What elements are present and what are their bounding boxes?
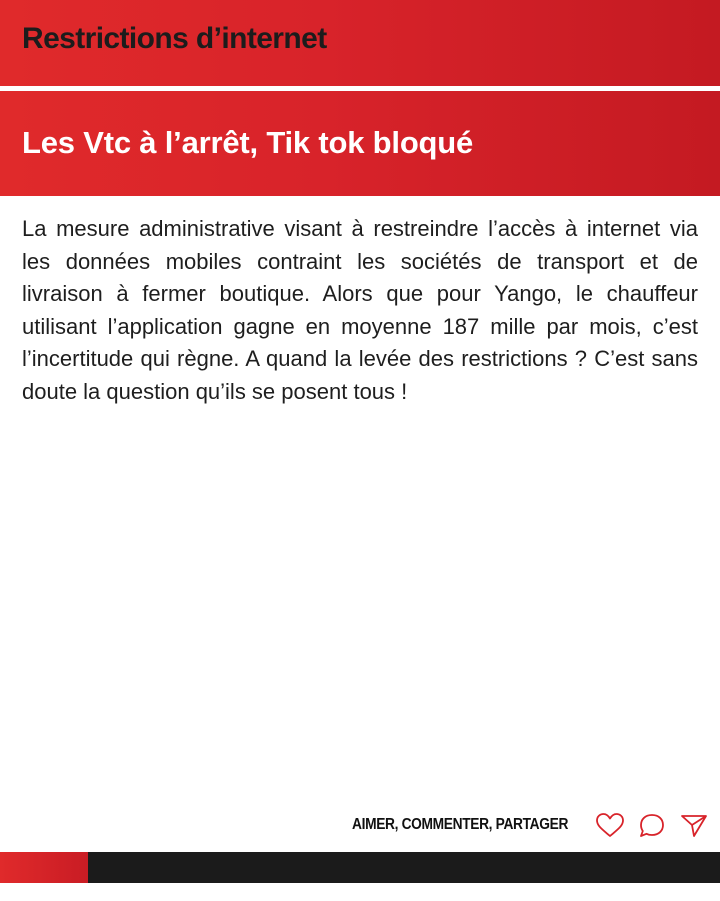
article-body: La mesure administrative visant à restreindre l’accès à internet via les données mobiles contraint les sociétés de transport et de livraison à fermer boutique. Alors que pour Yango, le chauffeur utilisant l’application gagne en moyenne 187 mille par mois, c’est l’incertitude qui règne. A quand la levée des restrictions ? C’est sans doute la question qu’ils se posent tous ! <box>22 216 698 404</box>
category-title: Restrictions d’internet <box>22 22 327 55</box>
footer-bar <box>0 852 720 883</box>
social-actions <box>352 811 710 839</box>
headline-banner <box>0 91 720 196</box>
footer-accent <box>0 852 88 883</box>
category-banner <box>0 0 720 86</box>
heart-icon[interactable] <box>594 811 626 839</box>
comment-icon[interactable] <box>636 811 668 839</box>
share-icon[interactable] <box>678 811 710 839</box>
cta-label: AIMER, COMMENTER, PARTAGER <box>352 816 569 833</box>
headline: Les Vtc à l’arrêt, Tik tok bloqué <box>22 125 474 160</box>
